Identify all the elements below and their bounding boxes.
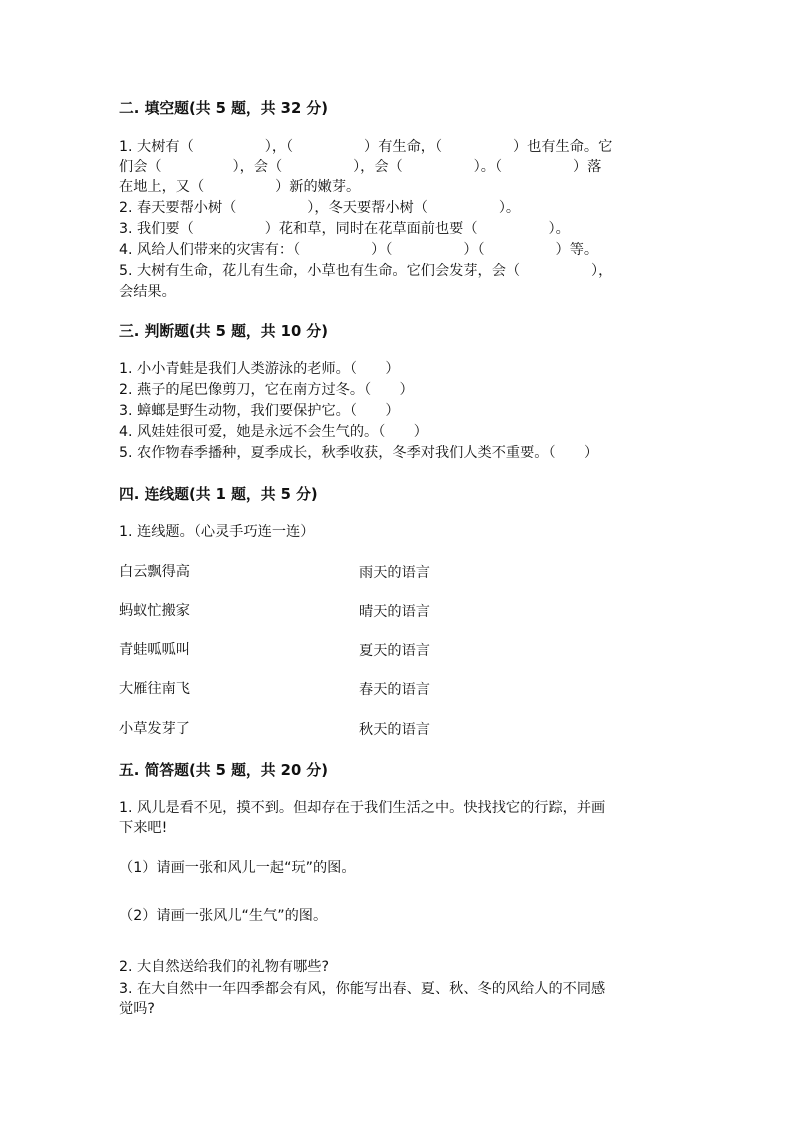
true-false-item: 2. 燕子的尾巴像剪刀，它在南方过冬。（ ） xyxy=(119,382,414,398)
fill-in-line: 在地上，又（ ）新的嫩芽。 xyxy=(119,179,361,195)
short-answer-q1-sub1: （1）请画一张和风儿一起“玩”的图。 xyxy=(119,860,356,876)
matching-left-item: 青蛙呱呱叫 xyxy=(119,642,190,658)
true-false-item: 5. 农作物春季播种，夏季成长，秋季收获，冬季对我们人类不重要。（ ） xyxy=(119,445,599,461)
short-answer-q1: 下来吧! xyxy=(119,820,168,836)
matching-right-item: 晴天的语言 xyxy=(359,604,430,620)
matching-left-item: 蚂蚁忙搬家 xyxy=(119,603,190,619)
short-answer-q3: 觉吗? xyxy=(119,1001,155,1017)
section-heading-short-answer: 五. 简答题(共 5 题，共 20 分) xyxy=(119,762,328,779)
fill-in-line: 3. 我们要（ ）花和草，同时在花草面前也要（ ）。 xyxy=(119,221,570,237)
matching-left-item: 大雁往南飞 xyxy=(119,681,190,697)
short-answer-q3: 3. 在大自然中一年四季都会有风，你能写出春、夏、秋、冬的风给人的不同感 xyxy=(119,981,606,997)
matching-left-item: 白云飘得高 xyxy=(119,564,190,580)
matching-right-item: 雨天的语言 xyxy=(359,565,430,581)
true-false-item: 3. 蟑螂是野生动物，我们要保护它。（ ） xyxy=(119,403,400,419)
short-answer-q2: 2. 大自然送给我们的礼物有哪些? xyxy=(119,959,330,975)
matching-left-item: 小草发芽了 xyxy=(119,721,190,737)
matching-right-item: 夏天的语言 xyxy=(359,643,430,659)
fill-in-line: 4. 风给人们带来的灾害有：（ ）（ ）（ ）等。 xyxy=(119,242,599,258)
fill-in-line: 5. 大树有生命，花儿有生命，小草也有生命。它们会发芽，会（ ）， xyxy=(119,263,613,279)
short-answer-q1-sub2: （2）请画一张风儿“生气”的图。 xyxy=(119,908,328,924)
matching-question: 1. 连线题。（心灵手巧连一连） xyxy=(119,524,315,540)
section-heading-true-false: 三. 判断题(共 5 题，共 10 分) xyxy=(119,323,328,340)
fill-in-line: 1. 大树有（ ），（ ）有生命，（ ）也有生命。它 xyxy=(119,139,613,155)
fill-in-line: 会结果。 xyxy=(119,284,176,300)
section-heading-fill-in: 二. 填空题(共 5 题，共 32 分) xyxy=(119,100,328,117)
section-heading-matching: 四. 连线题(共 1 题，共 5 分) xyxy=(119,486,318,503)
short-answer-q1: 1. 风儿是看不见，摸不到。但却存在于我们生活之中。快找找它的行踪，并画 xyxy=(119,800,606,816)
fill-in-line: 们会（ ），会（ ），会（ ）。（ ）落 xyxy=(119,159,602,175)
true-false-item: 1. 小小青蛙是我们人类游泳的老师。（ ） xyxy=(119,361,400,377)
true-false-item: 4. 风娃娃很可爱，她是永远不会生气的。（ ） xyxy=(119,424,428,440)
fill-in-line: 2. 春天要帮小树（ ），冬天要帮小树（ ）。 xyxy=(119,200,521,216)
matching-right-item: 春天的语言 xyxy=(359,682,430,698)
matching-right-item: 秋天的语言 xyxy=(359,722,430,738)
